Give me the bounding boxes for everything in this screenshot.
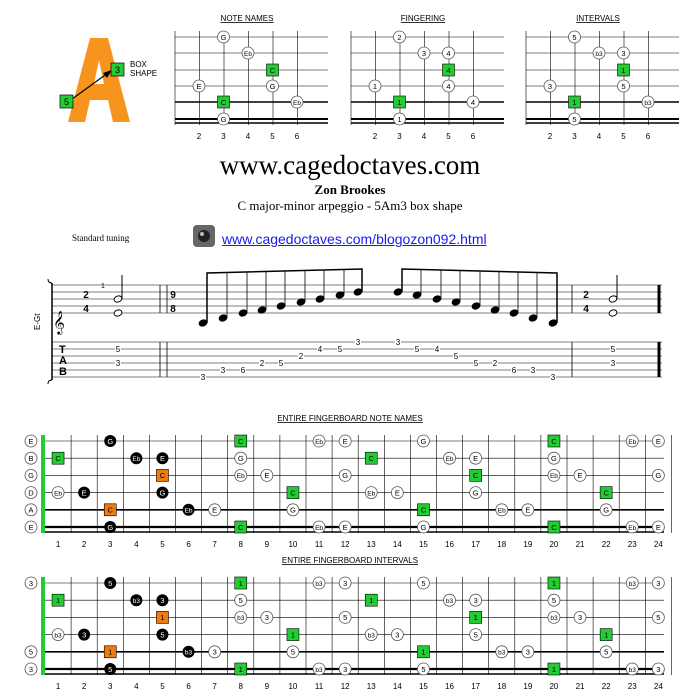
note-label: 1	[473, 613, 478, 623]
note-label: G	[28, 471, 34, 481]
note-label: E	[577, 471, 583, 481]
note-label: E	[28, 436, 34, 446]
note-label: 1	[55, 596, 61, 605]
note-label: 3	[264, 613, 269, 623]
note-label: G	[655, 471, 662, 481]
box-left-marker-label: 5	[63, 97, 70, 107]
tab-number: 5	[115, 345, 121, 354]
note-label: Eb	[244, 50, 252, 58]
note-label: 5	[473, 630, 478, 640]
note-label: 1	[572, 97, 577, 107]
note-head	[471, 302, 481, 310]
note-label: b3	[132, 598, 140, 605]
board-title: ENTIRE FINGERBOARD INTERVALS	[281, 556, 419, 565]
nut	[41, 435, 45, 533]
note-label: 3	[421, 48, 427, 58]
tab-number: 5	[453, 352, 459, 361]
note-label: 3	[343, 578, 348, 588]
site-title: www.cagedoctaves.com	[219, 150, 481, 180]
note-label: 1	[397, 114, 402, 124]
note-head	[608, 295, 618, 303]
note-label: B	[28, 454, 34, 463]
box-diagram-intervals	[526, 14, 679, 141]
note-label: 2	[397, 32, 402, 42]
note-label: b3	[595, 50, 603, 58]
note-head	[113, 295, 123, 303]
fret-number: 16	[445, 682, 455, 691]
note-label: G	[420, 436, 427, 446]
fret-number: 15	[418, 540, 428, 549]
fret-number: 3	[108, 540, 113, 549]
fret-number: 5	[446, 132, 451, 141]
note-label: Eb	[293, 99, 301, 107]
fret-number: 16	[445, 540, 455, 549]
fret-number: 21	[575, 682, 585, 691]
note-label: 5	[238, 596, 243, 605]
note-label: E	[342, 436, 348, 446]
time-signature: 9	[170, 290, 176, 301]
tab-letter-b: B	[59, 366, 67, 378]
note-label: 1	[290, 630, 296, 640]
tuning-label: Standard tuning	[72, 233, 130, 243]
fret-number: 2	[196, 132, 202, 141]
note-label: 5	[621, 81, 626, 91]
fret-number: 17	[471, 682, 481, 691]
fret-number: 13	[366, 540, 376, 549]
fret-number: 19	[523, 682, 533, 691]
note-label: b3	[54, 632, 62, 640]
fret-number: 11	[314, 540, 324, 549]
fret-number: 4	[596, 132, 602, 141]
note-label: E	[159, 454, 165, 463]
fret-number: 19	[523, 540, 533, 549]
note-label: G	[603, 505, 610, 515]
note-label: C	[107, 505, 113, 515]
tab-number: 5	[337, 345, 343, 354]
fret-number: 10	[288, 682, 298, 691]
note-label: 5	[551, 596, 557, 605]
note-label: 3	[577, 613, 583, 623]
note-label: b3	[315, 580, 323, 588]
note-label: 5	[572, 114, 577, 124]
fret-number: 23	[627, 682, 637, 691]
treble-clef-icon: 𝄞	[53, 312, 65, 334]
instrument-label: E-Gt	[33, 313, 42, 330]
tab-number: 2	[298, 352, 304, 361]
note-label: G	[551, 454, 557, 463]
note-label: Eb	[132, 456, 141, 463]
fret-number: 7	[212, 540, 217, 549]
note-label: 4	[470, 97, 476, 107]
diagram-title: NOTE NAMES	[220, 14, 274, 23]
note-label: Eb	[628, 438, 637, 446]
fret-number: 1	[55, 540, 61, 549]
note-label: C	[55, 454, 61, 463]
note-label: 3	[621, 48, 626, 58]
note-label: E	[28, 522, 34, 532]
note-label: G	[472, 488, 479, 498]
note-label: E	[655, 522, 661, 532]
fret-number: 24	[653, 682, 663, 691]
tab-number: 5	[473, 359, 479, 368]
tab-number: 2	[259, 359, 265, 368]
note-label: G	[220, 32, 227, 42]
note-label: 3	[82, 630, 87, 640]
note-label: Eb	[445, 456, 454, 463]
fret-number: 24	[653, 540, 663, 549]
tab-number: 3	[530, 366, 536, 375]
note-label: A	[28, 505, 34, 515]
note-label: Eb	[367, 490, 376, 498]
note-label: C	[159, 471, 166, 481]
fret-number: 3	[572, 132, 577, 141]
note-label: 4	[446, 48, 451, 58]
fret-number: 2	[547, 132, 553, 141]
note-label: 5	[656, 613, 661, 623]
box-shape-logo	[60, 38, 130, 122]
note-label: D	[28, 488, 34, 498]
fret-number: 13	[366, 682, 376, 691]
note-label: E	[264, 471, 270, 481]
note-label: 1	[397, 97, 402, 107]
measure-number: 1	[101, 283, 105, 290]
note-label: 1	[621, 65, 626, 75]
note-label: 5	[28, 647, 34, 657]
fret-number: 20	[549, 540, 559, 549]
note-label: b3	[367, 632, 375, 640]
note-label: Eb	[497, 507, 506, 515]
note-label: E	[655, 436, 661, 446]
fret-number: 3	[397, 132, 402, 141]
note-label: 3	[656, 664, 661, 674]
tab-number: 5	[414, 345, 420, 354]
diagram-title: FINGERING	[400, 14, 446, 23]
note-head	[113, 309, 123, 317]
note-label: C	[551, 522, 557, 532]
fret-number: 20	[549, 682, 559, 691]
fret-number: 14	[392, 682, 402, 691]
note-label: G	[159, 488, 166, 498]
tab-number: 3	[355, 338, 361, 347]
fret-number: 18	[497, 540, 507, 549]
fret-number: 22	[601, 682, 611, 691]
fret-number: 5	[270, 132, 275, 141]
fret-number: 6	[470, 132, 476, 141]
fret-number: 1	[55, 682, 61, 691]
tab-number: 5	[278, 359, 284, 368]
note-label: E	[394, 488, 400, 498]
note-label: b3	[550, 615, 558, 623]
fret-number: 18	[497, 682, 507, 691]
note-head	[315, 295, 325, 303]
fret-number: 21	[575, 540, 585, 549]
note-label: Eb	[184, 507, 193, 515]
note-head	[608, 309, 618, 317]
fret-number: 17	[471, 540, 481, 549]
box-diagram-note-names	[175, 14, 328, 141]
note-label: 4	[446, 81, 451, 91]
time-signature: 4	[83, 304, 89, 315]
tab-number: 2	[492, 359, 498, 368]
note-label: Eb	[236, 473, 245, 481]
note-label: b3	[237, 615, 245, 623]
note-label: E	[525, 505, 531, 515]
fret-number: 12	[340, 540, 350, 549]
note-label: 3	[343, 664, 348, 674]
note-label: E	[81, 488, 87, 498]
tab-number: 3	[395, 338, 401, 347]
tab-number: 3	[220, 366, 226, 375]
fret-number: 5	[160, 540, 165, 549]
note-label: 1	[238, 578, 243, 588]
fret-number: 9	[264, 682, 270, 691]
note-label: 5	[290, 647, 296, 657]
tab-number: 3	[200, 373, 206, 382]
box-shape-label: BOX SHAPE	[130, 60, 158, 78]
fret-number: 12	[340, 682, 350, 691]
fret-number: 11	[314, 682, 324, 691]
note-label: G	[220, 114, 227, 124]
note-label: G	[107, 436, 114, 446]
note-label: Eb	[549, 473, 558, 481]
note-label: 1	[421, 647, 426, 657]
fret-number: 3	[108, 682, 113, 691]
fret-number: 4	[134, 682, 139, 691]
nut	[41, 577, 45, 675]
note-label: b3	[644, 99, 652, 107]
note-label: b3	[498, 649, 506, 657]
note-label: 1	[369, 596, 374, 605]
note-label: C	[238, 436, 244, 446]
note-label: 3	[28, 578, 34, 588]
fret-number: 6	[294, 132, 300, 141]
note-label: C	[269, 65, 276, 75]
fret-number: 8	[238, 540, 243, 549]
note-head	[218, 314, 228, 322]
note-head	[238, 309, 248, 317]
note-label: E	[196, 81, 202, 91]
note-label: C	[220, 97, 227, 107]
fret-number: 10	[288, 540, 298, 549]
note-label: 3	[160, 596, 165, 605]
note-label: 5	[160, 630, 165, 640]
fret-number: 6	[186, 540, 191, 549]
note-label: C	[420, 505, 427, 515]
note-label: E	[473, 454, 479, 463]
note-head	[276, 302, 286, 310]
author-name: Zon Brookes	[314, 182, 386, 197]
note-label: 3	[28, 664, 34, 674]
fret-number: 4	[134, 540, 139, 549]
full-fingerboards	[0, 410, 700, 700]
board-title: ENTIRE FINGERBOARD NOTE NAMES	[277, 414, 423, 423]
fingerboard-intervals	[25, 556, 671, 691]
note-label: 3	[473, 596, 478, 605]
note-label: 3	[547, 81, 553, 91]
note-label: b3	[445, 598, 454, 605]
tab-number: 3	[115, 359, 121, 368]
note-label: 5	[421, 664, 426, 674]
note-label: G	[107, 522, 114, 532]
note-head	[528, 314, 538, 322]
note-label: G	[342, 471, 349, 481]
box-diagram-fingering	[351, 14, 504, 141]
note-label: C	[603, 488, 609, 498]
note-label: 1	[108, 647, 113, 657]
note-head	[432, 295, 442, 303]
note-label: E	[212, 505, 218, 515]
time-signature: 8	[170, 304, 176, 315]
tab-number: 3	[610, 359, 616, 368]
note-label: 3	[525, 647, 530, 657]
header-graphics	[0, 0, 700, 150]
diagram-title: INTERVALS	[576, 14, 620, 23]
note-label: Eb	[315, 438, 324, 446]
blog-link[interactable]: www.cagedoctaves.com/blogozon092.html	[222, 231, 487, 247]
tab-number: 4	[317, 345, 323, 354]
fret-number: 4	[245, 132, 251, 141]
note-label: 1	[604, 630, 609, 640]
fret-number: 2	[372, 132, 378, 141]
note-label: 3	[656, 578, 661, 588]
note-label: G	[420, 522, 427, 532]
subtitle: C major-minor arpeggio - 5Am3 box shape	[237, 198, 463, 213]
fret-number: 8	[238, 682, 243, 691]
note-label: C	[551, 436, 557, 446]
notation-staff	[0, 255, 700, 385]
fret-number: 15	[418, 682, 428, 691]
note-label: b3	[628, 580, 636, 588]
fret-number: 22	[601, 540, 611, 549]
box-right-marker-label: 3	[114, 65, 121, 75]
note-label: C	[238, 522, 244, 532]
fingerboard-note-names	[25, 414, 671, 549]
note-label: 5	[343, 613, 348, 623]
note-label: 1	[551, 664, 557, 674]
fret-number: 2	[81, 540, 87, 549]
tab-number: 6	[240, 366, 246, 375]
note-label: 1	[551, 578, 557, 588]
tab-letter-t: T	[59, 344, 66, 356]
fret-number: 14	[392, 540, 402, 549]
note-label: C	[368, 454, 374, 463]
note-label: 5	[572, 32, 577, 42]
note-label: G	[269, 81, 276, 91]
fret-number: 3	[221, 132, 226, 141]
note-label: 1	[160, 613, 165, 623]
fret-number: 9	[264, 540, 270, 549]
note-label: 5	[421, 578, 426, 588]
note-label: 3	[212, 647, 217, 657]
note-label: E	[342, 522, 348, 532]
note-label: 5	[108, 664, 113, 674]
note-label: b3	[184, 649, 193, 657]
note-label: 5	[108, 578, 113, 588]
note-label: G	[237, 454, 244, 463]
note-label: b3	[315, 666, 323, 674]
fret-number: 2	[81, 682, 87, 691]
note-label: 1	[238, 664, 243, 674]
fret-number: 6	[645, 132, 651, 141]
guitar-pick-icon	[193, 225, 215, 247]
time-signature: 2	[83, 290, 89, 301]
note-label: G	[290, 505, 296, 515]
fret-number: 5	[160, 682, 165, 691]
fret-number: 4	[421, 132, 427, 141]
fret-number: 23	[627, 540, 637, 549]
note-label: Eb	[628, 524, 637, 532]
note-label: 4	[446, 65, 451, 75]
time-signature: 2	[583, 290, 589, 301]
note-label: Eb	[315, 524, 324, 532]
fret-number: 5	[621, 132, 626, 141]
fret-number: 7	[212, 682, 217, 691]
note-label: b3	[628, 666, 636, 674]
note-head	[509, 309, 519, 317]
time-signature: 4	[583, 304, 589, 315]
note-label: 5	[604, 647, 609, 657]
note-label: C	[290, 488, 296, 498]
tab-number: 6	[511, 366, 517, 375]
note-label: C	[472, 471, 479, 481]
tab-number: 5	[610, 345, 616, 354]
note-label: 3	[395, 630, 400, 640]
fret-number: 6	[186, 682, 191, 691]
note-label: 1	[372, 81, 378, 91]
note-label: Eb	[54, 490, 63, 498]
tab-letter-a: A	[59, 355, 67, 367]
tab-number: 4	[434, 345, 440, 354]
tab-number: 3	[550, 373, 556, 382]
